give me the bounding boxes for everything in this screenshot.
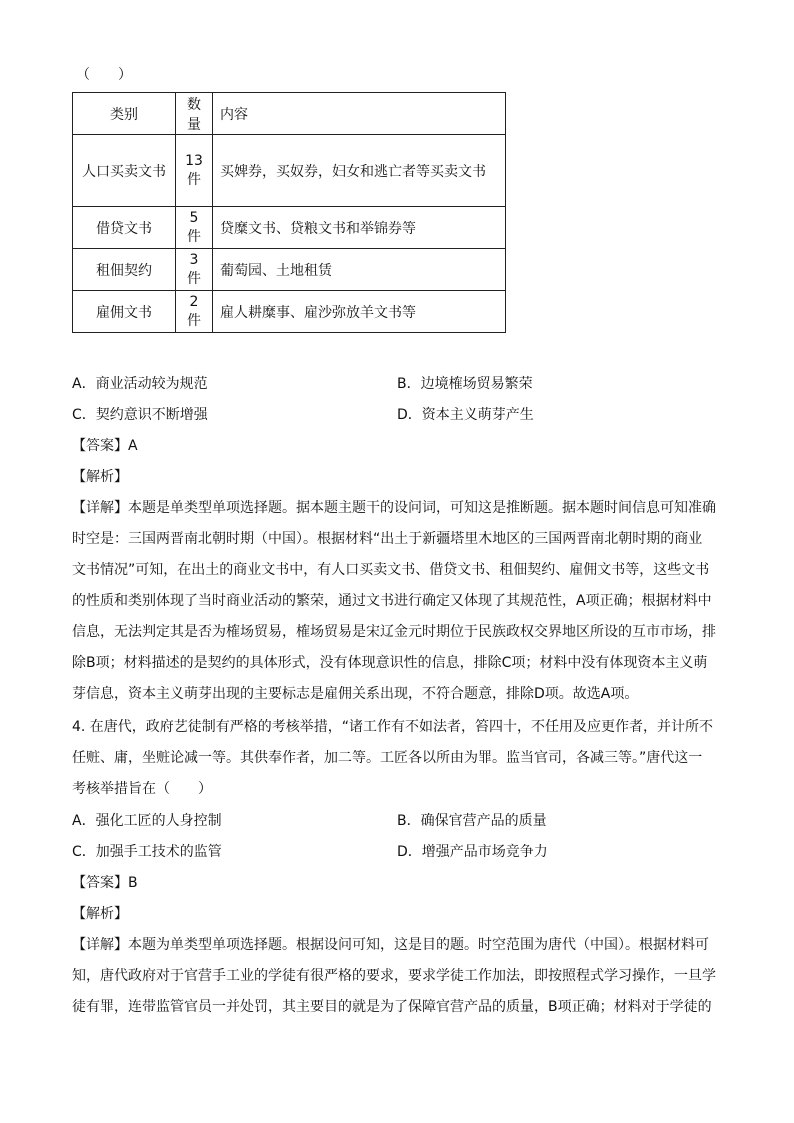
- q3-detail-line: 文书情况”可知，在出土的商业文书中，有人口买卖文书、借贷文书、租佃契约、雇佣文书等，这些文书: [72, 562, 710, 578]
- q3-detail-line: 【详解】本题是单类型单项选择题。据本题主题干的设问词，可知这是推断题。据本题时间信息可知准确: [72, 500, 716, 516]
- table-row: [73, 249, 506, 291]
- q3-detail-line: 芽信息，资本主义萌芽出现的主要标志是雇佣关系出现，不符合题意，排除D项。故选A项。: [72, 686, 639, 702]
- table-cell-count: 5 件: [176, 207, 213, 249]
- table-header-category: 类别: [73, 93, 176, 135]
- table-row: [73, 207, 506, 249]
- q3-detail-line: 的性质和类别体现了当时商业活动的繁荣，通过文书进行确定又体现了其规范性，A项正确；根据材料中: [72, 593, 712, 609]
- table-cell-category: 借贷文书: [73, 207, 176, 249]
- q3-analysis-label: 【解析】: [72, 469, 128, 485]
- q4-detail-line: 【详解】本题为单类型单项选择题。根据设问可知，这是目的题。时空范围为唐代（中国）。根据材料可: [72, 937, 709, 953]
- table-row: [73, 135, 506, 207]
- table-cell-content: 买婢券，买奴券，妇女和逃亡者等买卖文书: [213, 135, 506, 207]
- question-3-stem-tail: （ ）: [76, 67, 132, 83]
- q3-option-a: A．商业活动较为规范: [72, 376, 208, 392]
- q3-detail-line: 时空是：三国两晋南北朝时期（中国）。根据材料“出土于新疆塔里木地区的三国两晋南北朝时期的商业: [72, 531, 703, 547]
- table-header-content: 内容: [213, 93, 506, 135]
- table-header-row: [73, 93, 506, 135]
- table-cell-category: 雇佣文书: [73, 291, 176, 333]
- table-cell-content: 葡萄园、土地租赁: [213, 249, 506, 291]
- q4-option-c: C．加强手工技术的监管: [72, 844, 222, 860]
- table-cell-count: 2 件: [176, 291, 213, 333]
- q4-detail-line: 徒有罪，连带监管官员一并处罚，其主要目的就是为了保障官营产品的质量，B项正确；材料对于学徒的: [72, 999, 712, 1015]
- table-cell-category: 租佃契约: [73, 249, 176, 291]
- q3-option-d: D．资本主义萌芽产生: [397, 407, 534, 423]
- q4-detail-line: 知，唐代政府对于官营手工业的学徒有很严格的要求，要求学徒工作加法，即按照程式学习操作，一旦学: [72, 968, 716, 984]
- q4-analysis-label: 【解析】: [72, 906, 128, 922]
- q4-stem-line: 任赃、庸，坐赃论减一等。其供奉作者，加二等。工匠各以所由为罪。监当官司，各减三等。”唐代这一: [72, 750, 703, 766]
- q3-option-b: B．边境榷场贸易繁荣: [397, 376, 533, 392]
- q3-detail-line: 信息，无法判定其是否为榷场贸易，榷场贸易是宋辽金元时期位于民族政权交界地区所设的互市市场，排: [72, 624, 716, 640]
- table-cell-content: 雇人耕糜事、雇沙弥放羊文书等: [213, 291, 506, 333]
- q3-answer: 【答案】A: [72, 438, 138, 454]
- table-cell-count: 13 件: [176, 135, 213, 207]
- table-row: [73, 291, 506, 333]
- q4-option-d: D．增强产品市场竞争力: [397, 844, 548, 860]
- table-header-count: 数量: [176, 93, 213, 135]
- q3-detail-line: 除B项；材料描述的是契约的具体形式，没有体现意识性的信息，排除C项；材料中没有体现资本主义萌: [72, 655, 708, 671]
- q4-stem-line: 考核举措旨在（ ）: [72, 781, 212, 797]
- q3-option-c: C．契约意识不断增强: [72, 407, 208, 423]
- commercial-documents-table: [72, 92, 506, 333]
- q4-option-b: B．确保官营产品的质量: [397, 813, 547, 829]
- table-cell-count: 3 件: [176, 249, 213, 291]
- q4-option-a: A．强化工匠的人身控制: [72, 813, 222, 829]
- table-cell-category: 人口买卖文书: [73, 135, 176, 207]
- table-cell-content: 贷糜文书、贷粮文书和举锦券等: [213, 207, 506, 249]
- q4-stem-line: 4. 在唐代，政府艺徒制有严格的考核举措，“诸工作有不如法者，笞四十，不任用及应更作者，并计所不: [72, 719, 714, 735]
- q4-answer: 【答案】B: [72, 875, 138, 891]
